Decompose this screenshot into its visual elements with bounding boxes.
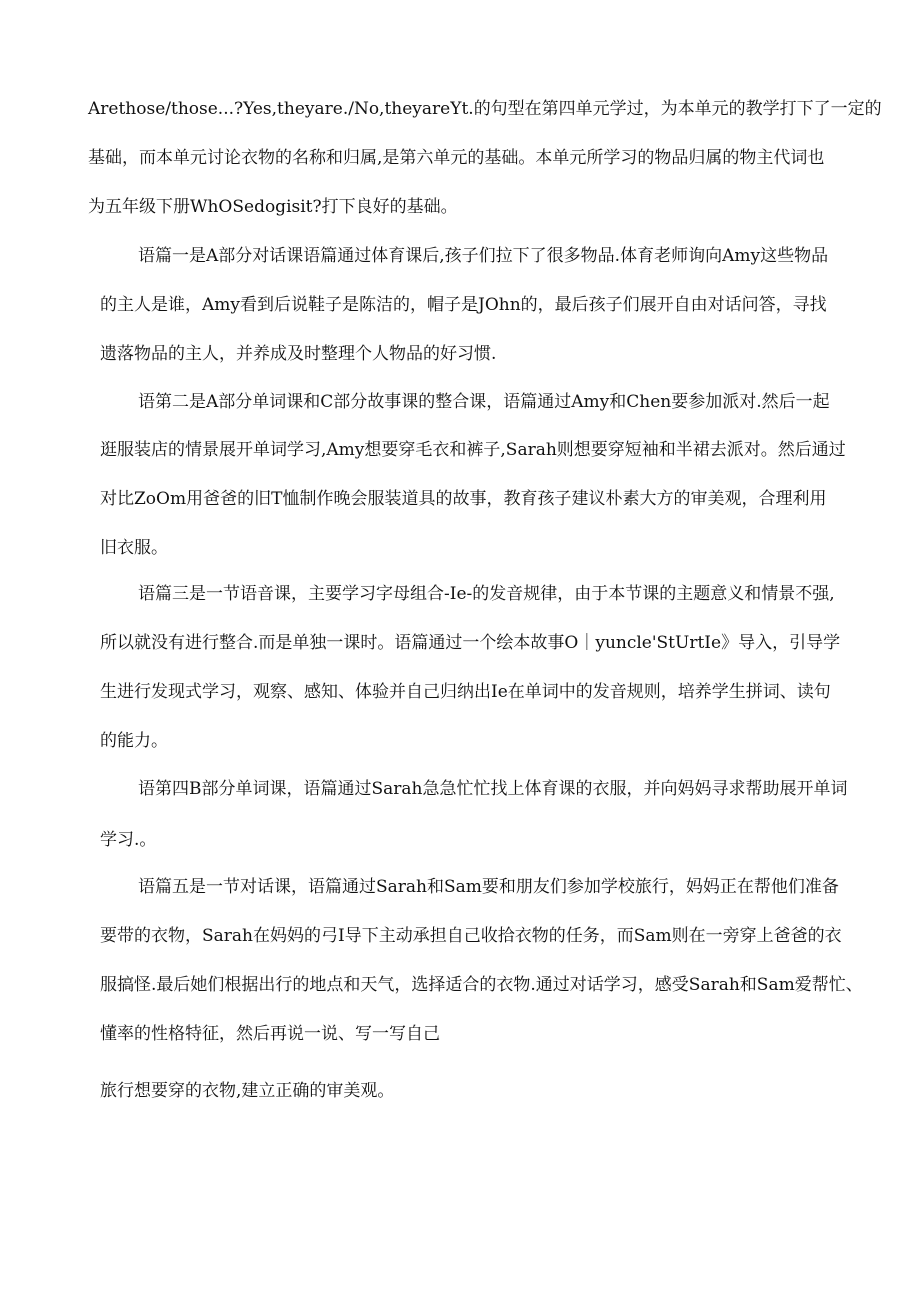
text-line: 语篇一是A部分对话课语篇通过体育课后,孩子们拉下了很多物品.体育老师询向Amy这些物品 <box>138 246 829 266</box>
text-line: 基础，而本单元讨论衣物的名称和归属,是第六单元的基础。本单元所学习的物品归属的物主代词也 <box>88 148 825 168</box>
text-line: 学习.。 <box>100 830 157 850</box>
text-line: 对比ZoOm用爸爸的旧T恤制作晚会服装道具的故事，教育孩子建议朴素大方的审美观，合理利用 <box>100 489 827 509</box>
text-line: 语篇三是一节语音课，主要学习字母组合-Ie-的发音规律，由于本节课的主题意义和情景不强, <box>138 584 835 604</box>
text-line: 懂率的性格特征，然后再说一说、写一写自己 <box>100 1024 440 1044</box>
text-line: 语第二是A部分单词课和C部分故事课的整合课，语篇通过Amy和Chen要参加派对.然后一起 <box>138 392 830 412</box>
text-line: 的能力。 <box>100 731 168 751</box>
text-line: 要带的衣物，Sarah在妈妈的弓I导下主动承担自己收拾衣物的任务，而Sam则在一旁穿上爸爸的衣 <box>100 926 842 946</box>
text-line: 为五年级下册WhOSedogisit?打下良好的基础。 <box>88 197 458 217</box>
text-line: 语篇五是一节对话课，语篇通过Sarah和Sam要和朋友们参加学校旅行，妈妈正在帮他们准备 <box>138 877 839 897</box>
text-line: 遗落物品的主人，并养成及时整理个人物品的好习惯. <box>100 344 497 364</box>
text-line: 的主人是谁，Amy看到后说鞋子是陈洁的，帽子是JOhn的，最后孩子们展开自由对话问答，寻找 <box>100 295 827 315</box>
text-line: 旧衣服。 <box>100 538 168 558</box>
text-line: Arethose/those...?Yes,theyare./No,theyareYt.的句型在第四单元学过，为本单元的教学打下了一定的 <box>88 99 882 119</box>
text-line: 所以就没有进行整合.而是单独一课时。语篇通过一个绘本故事O｜yuncle'StUrtIe》导入，引导学 <box>100 633 841 653</box>
text-line: 生进行发现式学习，观察、感知、体验并自己归纳出Ie在单词中的发音规则，培养学生拼词、读句 <box>100 682 831 702</box>
text-line: 语第四B部分单词课，语篇通过Sarah急急忙忙找上体育课的衣服，并向妈妈寻求帮助展开单词 <box>138 779 848 799</box>
text-line: 服搞怪.最后她们根据出行的地点和天气，选择适合的衣物.通过对话学习，感受Sarah和Sam爱帮忙、 <box>100 975 863 995</box>
text-line: 旅行想要穿的衣物,建立正确的审美观。 <box>100 1081 395 1101</box>
text-line: 逛服装店的情景展开单词学习,Amy想要穿毛衣和裤子,Sarah则想要穿短袖和半裙去派对。然后通过 <box>100 440 846 460</box>
